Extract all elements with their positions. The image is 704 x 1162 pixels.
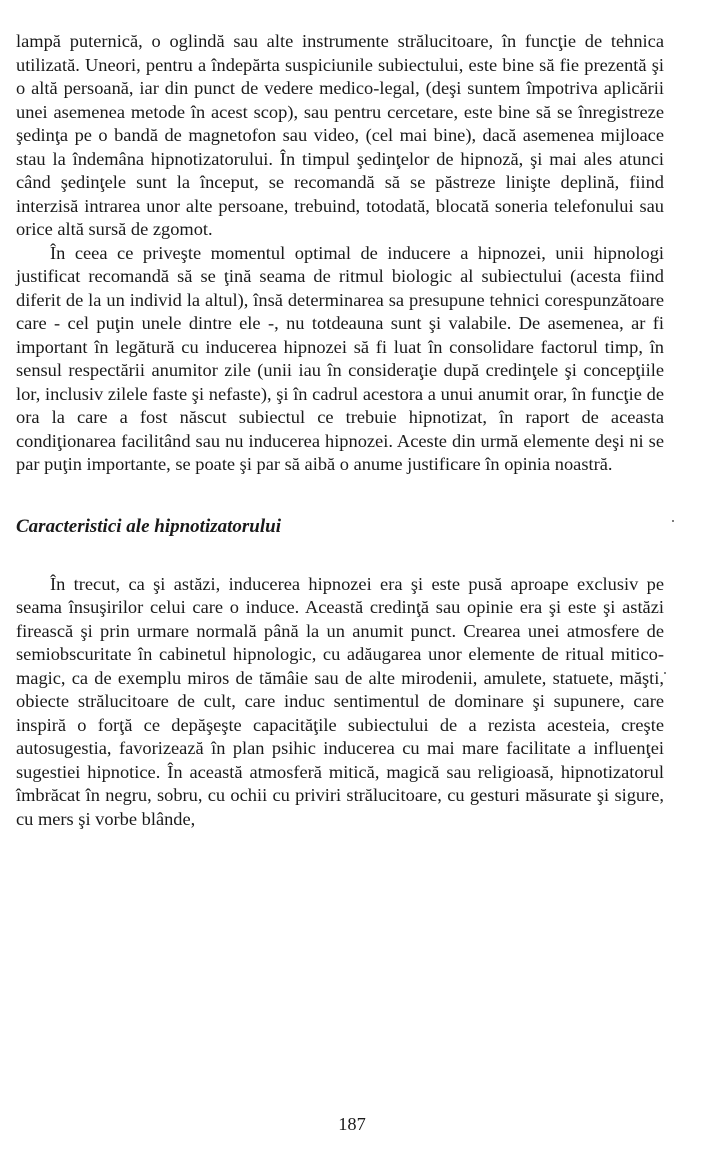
paragraph-2: În ceea ce priveşte momentul optimal de inducere a hipnozei, unii hipnologi justificat recomandă să se ţină seama de ritmul biologic al subiectului (acesta fiind diferit de la un individ la altul), însă determinarea sa presupune tehnici corespunzătoare care - cel puţin unele dintre ele -, nu totdeauna sunt şi valabile. De asemenea, ar fi important în legătură cu inducerea hipnozei să fi luat în consolidare factorul timp, în sensul respectării anumitor zile (unii iau în consideraţie după credinţele şi concepţiile lor, inclusiv zilele faste şi nefaste), şi în cadrul acestora a unui anumit orar, în funcţie de ora la care a fost născut subiectul ce trebuie hipnotizat, în raport de aceasta condiţionarea facilitând sau nu inducerea hipnozei. Aceste din urmă elemente deşi ni se par puţin importante, se poate şi par să aibă o anume justificare în opinia noastră. [16, 242, 664, 474]
paragraph-3: În trecut, ca şi astăzi, inducerea hipnozei era şi este pusă aproape exclusiv pe seama însuşirilor celui care o induce. Această credinţă sau opinie era şi este şi astăzi firească şi prin urmare normală până la un anumit punct. Crearea unei atmosfere de semiobscuritate în cabinetul hipnologic, cu adăugarea unor elemente de ritual mitico-magic, ca de exemplu miros de tămâie sau de alte mirodenii, amulete, statuete, măşti, obiecte strălucitoare de cult, care induc sentimentul de dominare şi supunere, care inspiră o forţă ce depăşeşte capacităţile subiectului de a rezista acesteia, creşte autosugestia, favorizează în plan psihic inducerea cu mai mare facilitate a influenţei sugestiei hipnotice. În această atmosferă mitică, magică sau religioasă, hipnotizatorul îmbrăcat în negru, sobru, cu ochii cu priviri strălucitoare, cu gesturi măsurate şi sigure, cu mers şi vorbe blânde, [16, 573, 664, 829]
page-body [16, 30, 664, 831]
page-number: 187 [338, 1114, 366, 1134]
scan-speck [664, 672, 666, 674]
scan-speck [672, 520, 674, 522]
section-heading: Caracteristici ale hipnotizatorului [16, 515, 281, 537]
paragraph-1: lampă puternică, o oglindă sau alte instrumente strălucitoare, în funcţie de tehnica utilizată. Uneori, pentru a îndepărta suspiciunile subiectului, este bine să fie prezentă şi o altă persoană, iar din punct de vedere medico-legal, (deşi suntem împotriva aplicării unei asemenea metode în acest scop), sau pentru cercetare, este bine să se înregistreze şedinţa pe o bandă de magnetofon sau video, (cel mai bine), dacă asemenea mijloace stau la îndemâna hipnotizatorului. În timpul şedinţelor de hipnoză, şi mai ales atunci când şedinţele sunt la început, se recomandă să se păstreze linişte deplină, fiind interzisă intrarea unor alte persoane, trebuind, totodată, blocată soneria telefonului sau orice altă sursă de zgomot. [16, 31, 664, 239]
